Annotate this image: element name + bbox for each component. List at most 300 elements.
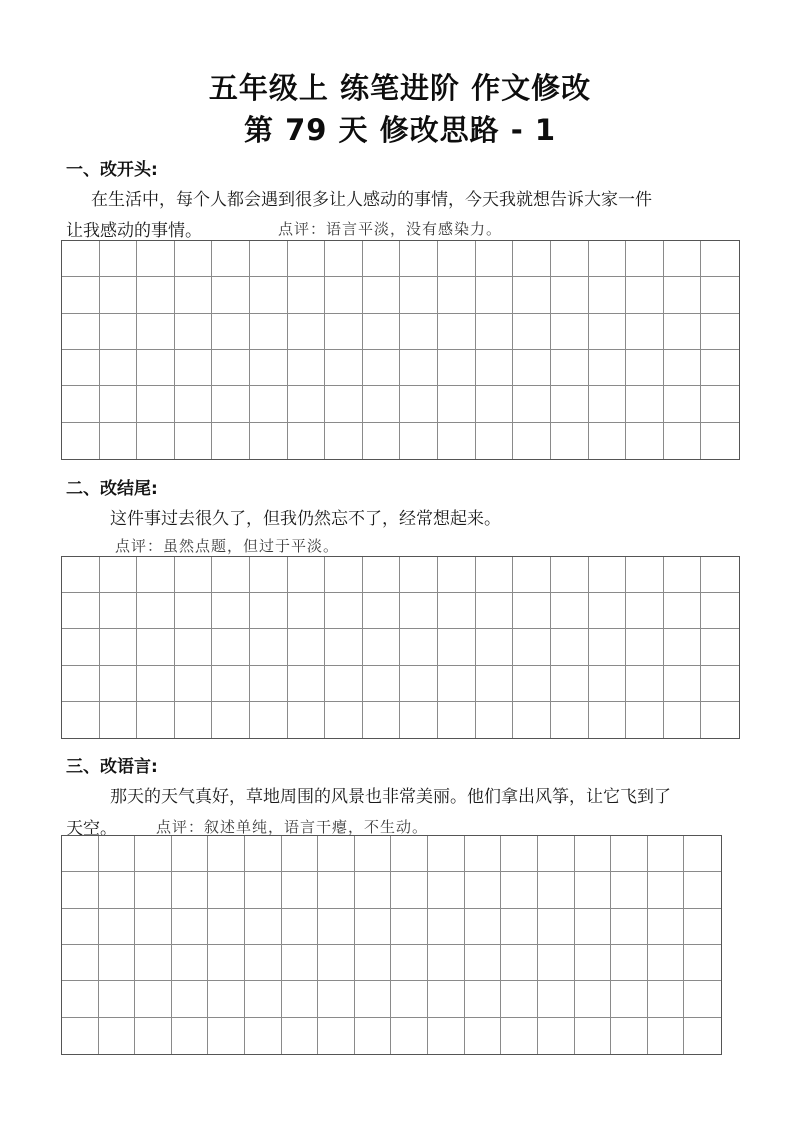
- grid-cell[interactable]: [664, 702, 702, 738]
- grid-cell[interactable]: [175, 557, 213, 593]
- grid-cell[interactable]: [62, 702, 100, 738]
- grid-cell[interactable]: [575, 1018, 612, 1054]
- grid-cell[interactable]: [172, 909, 209, 945]
- grid-cell[interactable]: [325, 423, 363, 459]
- grid-cell[interactable]: [137, 350, 175, 386]
- grid-cell[interactable]: [363, 277, 401, 313]
- grid-cell[interactable]: [626, 629, 664, 665]
- grid-cell[interactable]: [363, 241, 401, 277]
- grid-cell[interactable]: [62, 872, 99, 908]
- grid-cell[interactable]: [208, 981, 245, 1017]
- grid-cell[interactable]: [100, 241, 138, 277]
- grid-cell[interactable]: [551, 423, 589, 459]
- grid-cell[interactable]: [501, 909, 538, 945]
- grid-cell[interactable]: [288, 557, 326, 593]
- grid-cell[interactable]: [701, 702, 739, 738]
- grid-cell[interactable]: [664, 557, 702, 593]
- grid-cell[interactable]: [465, 909, 502, 945]
- grid-cell[interactable]: [288, 423, 326, 459]
- grid-cell[interactable]: [589, 386, 627, 422]
- grid-cell[interactable]: [99, 909, 136, 945]
- section-3-writing-grid[interactable]: [61, 835, 722, 1055]
- grid-cell[interactable]: [626, 557, 664, 593]
- grid-cell[interactable]: [355, 909, 392, 945]
- grid-cell[interactable]: [175, 386, 213, 422]
- grid-cell[interactable]: [551, 666, 589, 702]
- grid-cell[interactable]: [664, 277, 702, 313]
- grid-cell[interactable]: [325, 702, 363, 738]
- grid-cell[interactable]: [428, 836, 465, 872]
- grid-cell[interactable]: [212, 702, 250, 738]
- grid-cell[interactable]: [175, 702, 213, 738]
- grid-cell[interactable]: [250, 423, 288, 459]
- grid-cell[interactable]: [318, 981, 355, 1017]
- grid-cell[interactable]: [575, 945, 612, 981]
- grid-cell[interactable]: [212, 629, 250, 665]
- grid-cell[interactable]: [400, 241, 438, 277]
- grid-cell[interactable]: [538, 1018, 575, 1054]
- grid-cell[interactable]: [575, 909, 612, 945]
- grid-cell[interactable]: [363, 702, 401, 738]
- grid-cell[interactable]: [465, 872, 502, 908]
- grid-cell[interactable]: [684, 836, 721, 872]
- grid-cell[interactable]: [325, 350, 363, 386]
- grid-cell[interactable]: [551, 241, 589, 277]
- grid-cell[interactable]: [137, 593, 175, 629]
- grid-cell[interactable]: [391, 909, 428, 945]
- grid-cell[interactable]: [100, 702, 138, 738]
- grid-cell[interactable]: [250, 277, 288, 313]
- grid-cell[interactable]: [175, 241, 213, 277]
- grid-cell[interactable]: [318, 872, 355, 908]
- grid-cell[interactable]: [100, 277, 138, 313]
- grid-cell[interactable]: [99, 1018, 136, 1054]
- grid-cell[interactable]: [288, 702, 326, 738]
- grid-cell[interactable]: [513, 386, 551, 422]
- grid-cell[interactable]: [626, 386, 664, 422]
- section-2-writing-grid[interactable]: [61, 556, 740, 739]
- grid-cell[interactable]: [513, 666, 551, 702]
- grid-cell[interactable]: [476, 350, 514, 386]
- grid-cell[interactable]: [648, 945, 685, 981]
- grid-cell[interactable]: [575, 836, 612, 872]
- grid-cell[interactable]: [282, 836, 319, 872]
- grid-cell[interactable]: [476, 702, 514, 738]
- grid-cell[interactable]: [100, 386, 138, 422]
- grid-cell[interactable]: [325, 593, 363, 629]
- grid-cell[interactable]: [664, 666, 702, 702]
- grid-cell[interactable]: [589, 350, 627, 386]
- grid-cell[interactable]: [513, 241, 551, 277]
- grid-cell[interactable]: [137, 666, 175, 702]
- grid-cell[interactable]: [438, 666, 476, 702]
- grid-cell[interactable]: [99, 836, 136, 872]
- grid-cell[interactable]: [438, 241, 476, 277]
- grid-cell[interactable]: [476, 314, 514, 350]
- grid-cell[interactable]: [438, 557, 476, 593]
- grid-cell[interactable]: [551, 629, 589, 665]
- grid-cell[interactable]: [611, 909, 648, 945]
- grid-cell[interactable]: [611, 1018, 648, 1054]
- grid-cell[interactable]: [62, 945, 99, 981]
- grid-cell[interactable]: [684, 872, 721, 908]
- grid-cell[interactable]: [428, 945, 465, 981]
- grid-cell[interactable]: [428, 909, 465, 945]
- grid-cell[interactable]: [325, 629, 363, 665]
- grid-cell[interactable]: [513, 314, 551, 350]
- grid-cell[interactable]: [551, 277, 589, 313]
- grid-cell[interactable]: [175, 666, 213, 702]
- grid-cell[interactable]: [137, 629, 175, 665]
- grid-cell[interactable]: [363, 423, 401, 459]
- grid-cell[interactable]: [363, 557, 401, 593]
- grid-cell[interactable]: [288, 386, 326, 422]
- grid-cell[interactable]: [438, 593, 476, 629]
- grid-cell[interactable]: [391, 945, 428, 981]
- grid-cell[interactable]: [513, 350, 551, 386]
- grid-cell[interactable]: [438, 350, 476, 386]
- grid-cell[interactable]: [355, 1018, 392, 1054]
- grid-cell[interactable]: [701, 350, 739, 386]
- grid-cell[interactable]: [400, 702, 438, 738]
- grid-cell[interactable]: [245, 836, 282, 872]
- grid-cell[interactable]: [282, 909, 319, 945]
- grid-cell[interactable]: [684, 945, 721, 981]
- grid-cell[interactable]: [465, 981, 502, 1017]
- grid-cell[interactable]: [538, 981, 575, 1017]
- grid-cell[interactable]: [428, 981, 465, 1017]
- grid-cell[interactable]: [513, 277, 551, 313]
- grid-cell[interactable]: [137, 423, 175, 459]
- grid-cell[interactable]: [476, 593, 514, 629]
- grid-cell[interactable]: [62, 241, 100, 277]
- grid-cell[interactable]: [538, 836, 575, 872]
- grid-cell[interactable]: [400, 593, 438, 629]
- grid-cell[interactable]: [212, 350, 250, 386]
- grid-cell[interactable]: [465, 1018, 502, 1054]
- grid-cell[interactable]: [684, 1018, 721, 1054]
- grid-cell[interactable]: [701, 423, 739, 459]
- grid-cell[interactable]: [501, 1018, 538, 1054]
- grid-cell[interactable]: [626, 423, 664, 459]
- grid-cell[interactable]: [589, 241, 627, 277]
- grid-cell[interactable]: [172, 945, 209, 981]
- grid-cell[interactable]: [250, 314, 288, 350]
- grid-cell[interactable]: [212, 557, 250, 593]
- grid-cell[interactable]: [288, 593, 326, 629]
- grid-cell[interactable]: [325, 557, 363, 593]
- grid-cell[interactable]: [100, 423, 138, 459]
- grid-cell[interactable]: [575, 981, 612, 1017]
- grid-cell[interactable]: [175, 593, 213, 629]
- grid-cell[interactable]: [99, 945, 136, 981]
- grid-cell[interactable]: [400, 666, 438, 702]
- grid-cell[interactable]: [664, 241, 702, 277]
- grid-cell[interactable]: [400, 350, 438, 386]
- grid-cell[interactable]: [476, 386, 514, 422]
- grid-cell[interactable]: [551, 557, 589, 593]
- grid-cell[interactable]: [626, 593, 664, 629]
- grid-cell[interactable]: [175, 350, 213, 386]
- grid-cell[interactable]: [282, 872, 319, 908]
- grid-cell[interactable]: [62, 350, 100, 386]
- grid-cell[interactable]: [325, 314, 363, 350]
- grid-cell[interactable]: [476, 666, 514, 702]
- grid-cell[interactable]: [701, 277, 739, 313]
- grid-cell[interactable]: [428, 1018, 465, 1054]
- grid-cell[interactable]: [245, 1018, 282, 1054]
- grid-cell[interactable]: [589, 557, 627, 593]
- grid-cell[interactable]: [137, 241, 175, 277]
- grid-cell[interactable]: [684, 909, 721, 945]
- grid-cell[interactable]: [551, 350, 589, 386]
- grid-cell[interactable]: [62, 314, 100, 350]
- grid-cell[interactable]: [212, 314, 250, 350]
- grid-cell[interactable]: [135, 836, 172, 872]
- grid-cell[interactable]: [212, 423, 250, 459]
- grid-cell[interactable]: [100, 557, 138, 593]
- grid-cell[interactable]: [589, 314, 627, 350]
- grid-cell[interactable]: [589, 277, 627, 313]
- grid-cell[interactable]: [438, 423, 476, 459]
- grid-cell[interactable]: [391, 836, 428, 872]
- grid-cell[interactable]: [318, 836, 355, 872]
- grid-cell[interactable]: [701, 386, 739, 422]
- grid-cell[interactable]: [208, 945, 245, 981]
- grid-cell[interactable]: [626, 702, 664, 738]
- grid-cell[interactable]: [428, 872, 465, 908]
- grid-cell[interactable]: [648, 981, 685, 1017]
- grid-cell[interactable]: [62, 909, 99, 945]
- grid-cell[interactable]: [476, 423, 514, 459]
- grid-cell[interactable]: [212, 241, 250, 277]
- grid-cell[interactable]: [465, 836, 502, 872]
- grid-cell[interactable]: [701, 593, 739, 629]
- grid-cell[interactable]: [245, 872, 282, 908]
- grid-cell[interactable]: [589, 593, 627, 629]
- grid-cell[interactable]: [611, 872, 648, 908]
- grid-cell[interactable]: [288, 277, 326, 313]
- grid-cell[interactable]: [575, 872, 612, 908]
- grid-cell[interactable]: [325, 386, 363, 422]
- grid-cell[interactable]: [288, 350, 326, 386]
- grid-cell[interactable]: [701, 557, 739, 593]
- grid-cell[interactable]: [438, 386, 476, 422]
- grid-cell[interactable]: [135, 909, 172, 945]
- grid-cell[interactable]: [648, 872, 685, 908]
- grid-cell[interactable]: [137, 277, 175, 313]
- grid-cell[interactable]: [648, 909, 685, 945]
- grid-cell[interactable]: [551, 314, 589, 350]
- grid-cell[interactable]: [250, 666, 288, 702]
- grid-cell[interactable]: [626, 314, 664, 350]
- grid-cell[interactable]: [62, 666, 100, 702]
- grid-cell[interactable]: [551, 702, 589, 738]
- grid-cell[interactable]: [626, 241, 664, 277]
- grid-cell[interactable]: [701, 314, 739, 350]
- grid-cell[interactable]: [135, 872, 172, 908]
- grid-cell[interactable]: [62, 386, 100, 422]
- grid-cell[interactable]: [135, 981, 172, 1017]
- grid-cell[interactable]: [135, 1018, 172, 1054]
- grid-cell[interactable]: [664, 350, 702, 386]
- grid-cell[interactable]: [62, 423, 100, 459]
- grid-cell[interactable]: [465, 945, 502, 981]
- grid-cell[interactable]: [100, 314, 138, 350]
- grid-cell[interactable]: [664, 629, 702, 665]
- section-1-writing-grid[interactable]: [61, 240, 740, 460]
- grid-cell[interactable]: [391, 872, 428, 908]
- grid-cell[interactable]: [664, 386, 702, 422]
- grid-cell[interactable]: [208, 909, 245, 945]
- grid-cell[interactable]: [501, 836, 538, 872]
- grid-cell[interactable]: [611, 836, 648, 872]
- grid-cell[interactable]: [701, 241, 739, 277]
- grid-cell[interactable]: [208, 872, 245, 908]
- grid-cell[interactable]: [363, 629, 401, 665]
- grid-cell[interactable]: [137, 557, 175, 593]
- grid-cell[interactable]: [355, 872, 392, 908]
- grid-cell[interactable]: [175, 629, 213, 665]
- grid-cell[interactable]: [684, 981, 721, 1017]
- grid-cell[interactable]: [701, 629, 739, 665]
- grid-cell[interactable]: [175, 314, 213, 350]
- grid-cell[interactable]: [175, 423, 213, 459]
- grid-cell[interactable]: [438, 314, 476, 350]
- grid-cell[interactable]: [626, 666, 664, 702]
- grid-cell[interactable]: [62, 593, 100, 629]
- grid-cell[interactable]: [400, 629, 438, 665]
- grid-cell[interactable]: [282, 945, 319, 981]
- grid-cell[interactable]: [648, 1018, 685, 1054]
- grid-cell[interactable]: [664, 593, 702, 629]
- grid-cell[interactable]: [282, 981, 319, 1017]
- grid-cell[interactable]: [438, 702, 476, 738]
- grid-cell[interactable]: [62, 836, 99, 872]
- grid-cell[interactable]: [282, 1018, 319, 1054]
- grid-cell[interactable]: [212, 666, 250, 702]
- grid-cell[interactable]: [325, 666, 363, 702]
- grid-cell[interactable]: [664, 423, 702, 459]
- grid-cell[interactable]: [355, 945, 392, 981]
- grid-cell[interactable]: [100, 629, 138, 665]
- grid-cell[interactable]: [538, 909, 575, 945]
- grid-cell[interactable]: [318, 1018, 355, 1054]
- grid-cell[interactable]: [701, 666, 739, 702]
- grid-cell[interactable]: [250, 629, 288, 665]
- grid-cell[interactable]: [62, 277, 100, 313]
- grid-cell[interactable]: [400, 277, 438, 313]
- grid-cell[interactable]: [137, 386, 175, 422]
- grid-cell[interactable]: [250, 386, 288, 422]
- grid-cell[interactable]: [250, 557, 288, 593]
- grid-cell[interactable]: [538, 872, 575, 908]
- grid-cell[interactable]: [99, 981, 136, 1017]
- grid-cell[interactable]: [400, 386, 438, 422]
- grid-cell[interactable]: [501, 872, 538, 908]
- grid-cell[interactable]: [513, 423, 551, 459]
- grid-cell[interactable]: [172, 1018, 209, 1054]
- grid-cell[interactable]: [589, 702, 627, 738]
- grid-cell[interactable]: [611, 981, 648, 1017]
- grid-cell[interactable]: [664, 314, 702, 350]
- grid-cell[interactable]: [363, 314, 401, 350]
- grid-cell[interactable]: [250, 350, 288, 386]
- grid-cell[interactable]: [288, 241, 326, 277]
- grid-cell[interactable]: [626, 350, 664, 386]
- grid-cell[interactable]: [175, 277, 213, 313]
- grid-cell[interactable]: [245, 945, 282, 981]
- grid-cell[interactable]: [513, 702, 551, 738]
- grid-cell[interactable]: [476, 241, 514, 277]
- grid-cell[interactable]: [245, 981, 282, 1017]
- grid-cell[interactable]: [476, 557, 514, 593]
- grid-cell[interactable]: [513, 629, 551, 665]
- grid-cell[interactable]: [62, 629, 100, 665]
- grid-cell[interactable]: [208, 1018, 245, 1054]
- grid-cell[interactable]: [135, 945, 172, 981]
- grid-cell[interactable]: [325, 241, 363, 277]
- grid-cell[interactable]: [325, 277, 363, 313]
- grid-cell[interactable]: [611, 945, 648, 981]
- grid-cell[interactable]: [288, 314, 326, 350]
- grid-cell[interactable]: [212, 277, 250, 313]
- grid-cell[interactable]: [355, 981, 392, 1017]
- grid-cell[interactable]: [137, 314, 175, 350]
- grid-cell[interactable]: [212, 593, 250, 629]
- grid-cell[interactable]: [250, 702, 288, 738]
- grid-cell[interactable]: [476, 277, 514, 313]
- grid-cell[interactable]: [589, 423, 627, 459]
- grid-cell[interactable]: [250, 241, 288, 277]
- grid-cell[interactable]: [391, 1018, 428, 1054]
- grid-cell[interactable]: [62, 981, 99, 1017]
- grid-cell[interactable]: [288, 629, 326, 665]
- grid-cell[interactable]: [363, 350, 401, 386]
- grid-cell[interactable]: [538, 945, 575, 981]
- grid-cell[interactable]: [400, 423, 438, 459]
- grid-cell[interactable]: [438, 277, 476, 313]
- grid-cell[interactable]: [100, 593, 138, 629]
- grid-cell[interactable]: [363, 666, 401, 702]
- grid-cell[interactable]: [288, 666, 326, 702]
- grid-cell[interactable]: [100, 350, 138, 386]
- grid-cell[interactable]: [551, 386, 589, 422]
- grid-cell[interactable]: [400, 557, 438, 593]
- grid-cell[interactable]: [648, 836, 685, 872]
- grid-cell[interactable]: [208, 836, 245, 872]
- grid-cell[interactable]: [589, 629, 627, 665]
- grid-cell[interactable]: [438, 629, 476, 665]
- grid-cell[interactable]: [626, 277, 664, 313]
- grid-cell[interactable]: [501, 981, 538, 1017]
- grid-cell[interactable]: [501, 945, 538, 981]
- grid-cell[interactable]: [62, 1018, 99, 1054]
- grid-cell[interactable]: [551, 593, 589, 629]
- grid-cell[interactable]: [99, 872, 136, 908]
- grid-cell[interactable]: [355, 836, 392, 872]
- grid-cell[interactable]: [513, 593, 551, 629]
- grid-cell[interactable]: [137, 702, 175, 738]
- grid-cell[interactable]: [62, 557, 100, 593]
- grid-cell[interactable]: [589, 666, 627, 702]
- grid-cell[interactable]: [476, 629, 514, 665]
- grid-cell[interactable]: [363, 593, 401, 629]
- grid-cell[interactable]: [212, 386, 250, 422]
- grid-cell[interactable]: [391, 981, 428, 1017]
- grid-cell[interactable]: [513, 557, 551, 593]
- grid-cell[interactable]: [172, 836, 209, 872]
